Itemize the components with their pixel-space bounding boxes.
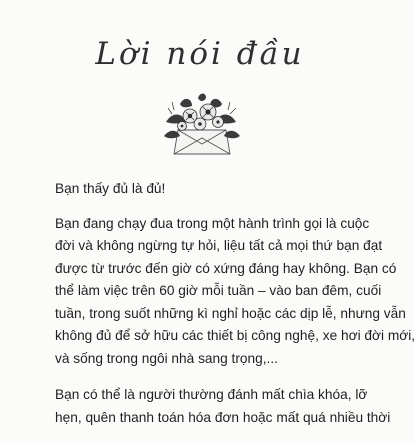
body-text <box>55 178 415 443</box>
text-line: được từ trước đến giờ có xứng đáng hay không. Bạn có <box>55 260 397 276</box>
text-line: Bạn có thể là người thường đánh mất chìa khóa, lỡ <box>55 387 368 402</box>
text-line: và sống trong ngôi nhà sang trọng,... <box>55 350 278 366</box>
paragraph-2 <box>55 213 415 371</box>
text-line: đời và không ngừng tự hỏi, liệu tất cả mọi thứ bạn đạt <box>55 238 383 253</box>
text-line: Bạn thấy đủ là đủ! <box>55 181 166 196</box>
text-line: thể làm việc trên 60 giờ mỗi tuần – vào ban đêm, cuối <box>55 283 382 298</box>
text-line: tuần, trong suốt những kì nghỉ hoặc các dịp lễ, nhưng vẫn <box>55 305 406 321</box>
text-line: không đủ để sở hữu các thiết bị công nghệ, xe hơi đời mới, <box>55 328 415 343</box>
paragraph-1 <box>55 178 377 201</box>
paragraph-3 <box>55 384 391 429</box>
page-title: Lời nói đầu <box>95 36 305 72</box>
text-line: hẹn, quên thanh toán hóa đơn hoặc mất quá nhiều thời <box>55 409 391 425</box>
text-line: Bạn đang chạy đua trong một hành trình gọi là cuộc <box>55 215 370 231</box>
flower-bouquet-envelope-icon <box>150 92 254 158</box>
